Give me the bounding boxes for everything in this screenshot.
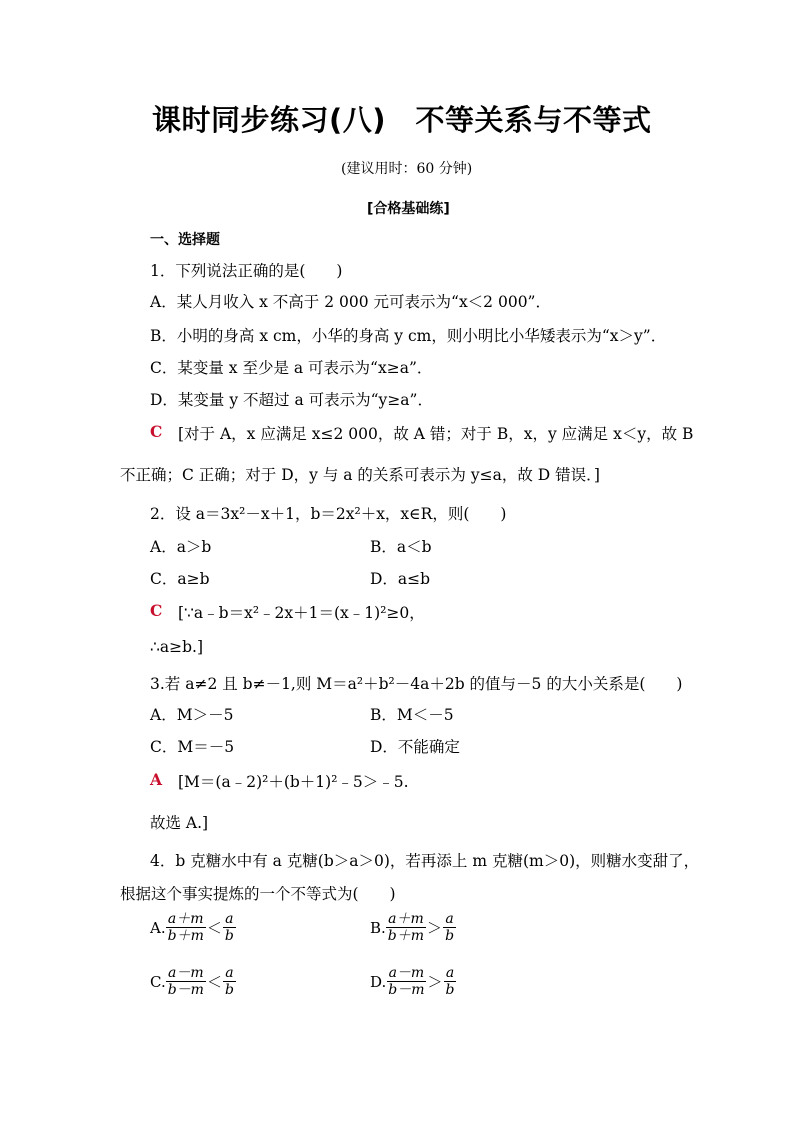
q2-answer: C [150, 601, 163, 620]
q1-answer: C [150, 422, 163, 441]
q1-option-d: D．某变量 y 不超过 a 可表示为“y≥a”． [150, 391, 433, 409]
numerator: a＋m [388, 911, 424, 927]
fraction [444, 965, 457, 998]
numerator: a－m [388, 965, 425, 981]
section-label: 一、选择题 [150, 232, 220, 248]
numerator: a＋m [167, 911, 204, 927]
q2-stem: 2．设 a＝3x²－x＋1，b＝2x²＋x，x∈R，则( ) [150, 505, 507, 523]
denominator: b [445, 928, 455, 944]
fraction [223, 965, 236, 998]
option-label: B. [370, 918, 386, 937]
q1-stem: 1．下列说法正确的是( ) [150, 262, 343, 280]
relation: ＞ [427, 919, 443, 937]
denominator: b＋m [387, 928, 425, 944]
fraction [166, 911, 206, 944]
numerator: a [225, 911, 234, 927]
q3-option-d: D．不能确定 [370, 738, 460, 756]
q3-stem: 3.若 a≠2 且 b≠－1,则 M＝a²＋b²－4a＋2b 的值与－5 的大小关系是( ) [150, 675, 683, 693]
relation: ＜ [206, 973, 222, 991]
q2-option-a: A．a＞b [150, 538, 212, 556]
fraction [443, 911, 456, 944]
numerator: a [445, 965, 455, 981]
q3-answer: A [150, 770, 163, 789]
q2-solution-line1: [∵a﹣b＝x²﹣2x＋1＝(x﹣1)²≥0， [178, 604, 425, 622]
numerator: a [225, 965, 234, 981]
option-label: D. [370, 972, 387, 991]
q3-option-b: B．M＜－5 [370, 706, 454, 724]
q3-solution-line1: [M＝(a﹣2)²＋(b＋1)²﹣5＞﹣5. [178, 773, 409, 791]
denominator: b [224, 928, 234, 944]
denominator: b－m [167, 982, 204, 998]
time-note: (建议用时：60 分钟) [341, 161, 473, 177]
q4-option-b [370, 911, 456, 944]
denominator: b＋m [167, 928, 204, 944]
q4-option-c [150, 965, 236, 998]
page-title: 课时同步练习(八) 不等关系与不等式 [152, 103, 652, 137]
numerator: a [445, 911, 454, 927]
q4-stem-line2: 根据这个事实提炼的一个不等式为( ) [120, 885, 396, 903]
q2-solution-line2: ∴a≥b.] [150, 638, 203, 656]
fraction [386, 911, 426, 944]
q2-option-b: B．a＜b [370, 538, 432, 556]
denominator: b [224, 982, 234, 998]
relation: ＜ [206, 919, 222, 937]
q3-solution-line2: 故选 A.] [150, 814, 209, 832]
fraction [166, 965, 206, 998]
relation: ＞ [427, 973, 443, 991]
q2-option-c: C．a≥b [150, 570, 210, 588]
q1-option-b: B．小明的身高 x cm，小华的身高 y cm，则小明比小华矮表示为“x＞y”． [150, 327, 667, 345]
denominator: b [445, 982, 455, 998]
option-label: A. [150, 918, 166, 937]
fraction [386, 965, 426, 998]
numerator: a－m [168, 965, 204, 981]
q1-solution-line1: [对于 A，x 应满足 x≤2 000，故 A 错；对于 B，x，y 应满足 x＜y，故 B [178, 425, 694, 443]
denominator: b－m [388, 982, 425, 998]
q2-option-d: D．a≤b [370, 570, 431, 588]
fraction [223, 911, 236, 944]
level-label: [合格基础练] [367, 201, 450, 217]
q4-option-d [370, 965, 457, 998]
q1-solution-line2: 不正确；C 正确；对于 D，y 与 a 的关系可表示为 y≤a，故 D 错误．] [120, 466, 600, 484]
option-label: C. [150, 972, 166, 991]
q3-option-a: A．M＞－5 [150, 706, 234, 724]
q1-option-c: C．某变量 x 至少是 a 可表示为“x≥a”． [150, 359, 433, 377]
q3-option-c: C．M＝－5 [150, 738, 235, 756]
q4-stem-line1: 4．b 克糖水中有 a 克糖(b＞a＞0)，若再添上 m 克糖(m＞0)，则糖水变甜了， [150, 852, 700, 870]
q1-option-a: A．某人月收入 x 不高于 2 000 元可表示为“x＜2 000”． [150, 293, 551, 311]
q4-option-a [150, 911, 236, 944]
